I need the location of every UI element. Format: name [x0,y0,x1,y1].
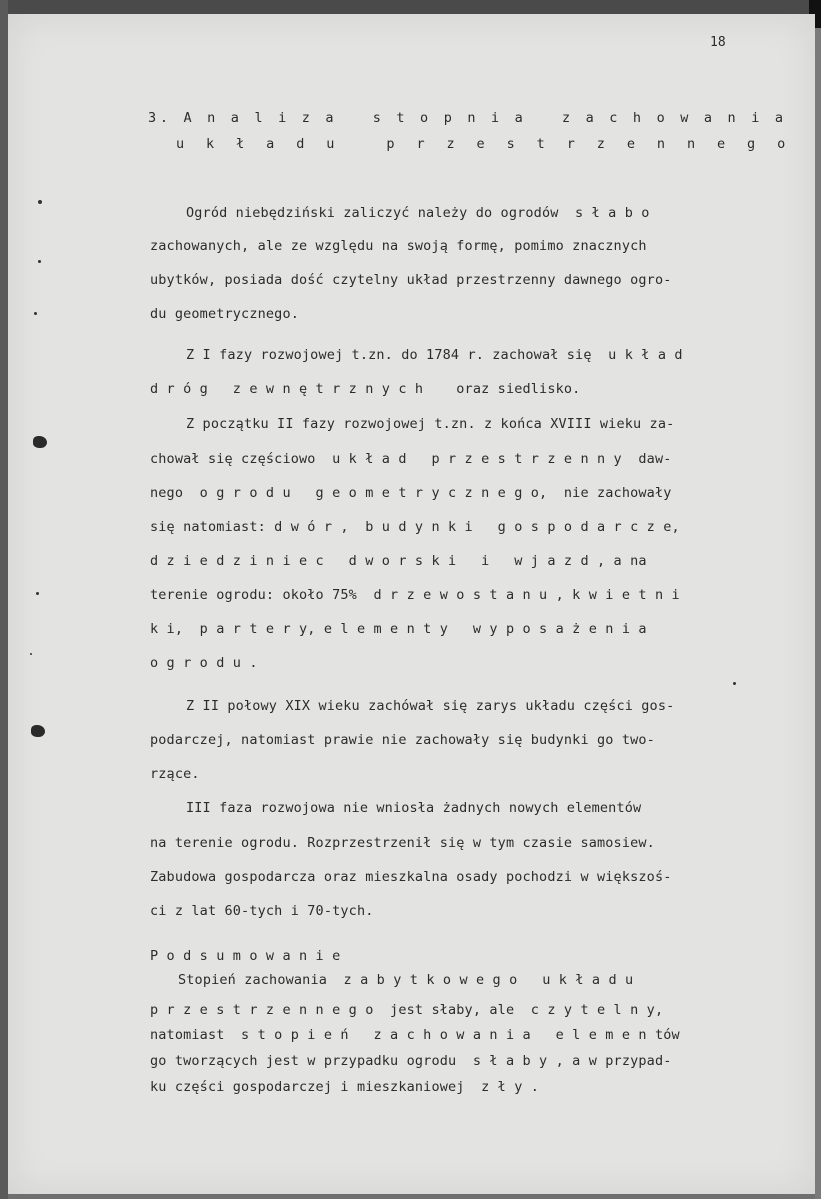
summary-title: P o d s u m o w a n i e [150,948,341,964]
summary-line: ku części gospodarczej i mieszkaniowej z ł y . [150,1079,540,1095]
ink-blot [31,725,45,737]
paragraph-line: Ogród niebędziński zaliczyć należy do ogrodów s ł a b o [186,205,650,221]
paragraph-line: d r ó g z e w n ę t r z n y c h oraz siedlisko. [150,381,581,397]
paragraph-line: na terenie ogrodu. Rozprzestrzenił się w tym czasie samosiew. [150,835,655,851]
paragraph-line: podarczej, natomiast prawie nie zachowały się budynki go two- [150,732,655,748]
section-heading-line-2: u k ł a d u p r z e s t r z e n n e g o [176,136,793,152]
paragraph-line: Z II połowy XIX wieku zachówał się zarys układu części gos- [186,698,675,714]
scan-speck [38,260,41,263]
page-number: 18 [710,35,726,50]
scan-speck [733,682,736,685]
paragraph-line: Z I fazy rozwojowej t.zn. do 1784 r. zachował się u k ł a d [186,347,683,363]
scan-speck [30,653,32,655]
paragraph-line: zachowanych, ale ze względu na swoją formę, pomimo znacznych [150,238,647,254]
paragraph-line: się natomiast: d w ó r , b u d y n k i g o s p o d a r c z e, [150,519,680,535]
paragraph-line: d z i e d z i n i e c d w o r s k i i w j a z d , a na [150,553,647,569]
summary-line: p r z e s t r z e n n e g o jest słaby, ale c z y t e l n y, [150,1002,664,1018]
scan-speck [36,592,39,595]
scan-right-border [815,14,821,1199]
paragraph-line: k i, p a r t e r y, e l e m e n t y w y p o s a ż e n i a [150,621,647,637]
paragraph-line: Zabudowa gospodarcza oraz mieszkalna osady pochodzi w większoś- [150,869,672,885]
paragraph-line: nego o g r o d u g e o m e t r y c z n e g o, nie zachowały [150,485,672,501]
paragraph-line: ubytków, posiada dość czytelny układ przestrzenny dawnego ogro- [150,272,672,288]
summary-line: Stopień zachowania z a b y t k o w e g o u k ł a d u [178,972,634,988]
paragraph-line: chował się częściowo u k ł a d p r z e s t r z e n n y daw- [150,451,672,467]
paragraph-line: du geometrycznego. [150,306,299,322]
paragraph-line: rzące. [150,766,200,782]
section-heading-line-1: 3. A n a l i z a s t o p n i a z a c h o w a n i a [148,110,787,126]
ink-blot [33,436,47,448]
scan-speck [34,312,37,315]
scan-top-border [0,0,821,14]
paragraph-line: terenie ogrodu: około 75% d r z e w o s t a n u , k w i e t n i [150,587,680,603]
paragraph-line: ci z lat 60-tych i 70-tych. [150,903,374,919]
paragraph-line: o g r o d u . [150,655,258,671]
paragraph-line: III faza rozwojowa nie wniosła żadnych nowych elementów [186,800,642,816]
scan-speck [38,200,42,204]
summary-line: go tworzących jest w przypadku ogrodu s ł a b y , a w przypad- [150,1053,672,1069]
summary-line: natomiast s t o p i e ń z a c h o w a n i a e l e m e n tów [150,1027,680,1043]
paragraph-line: Z początku II fazy rozwojowej t.zn. z końca XVIII wieku za- [186,416,675,432]
scan-left-border [0,0,8,1199]
